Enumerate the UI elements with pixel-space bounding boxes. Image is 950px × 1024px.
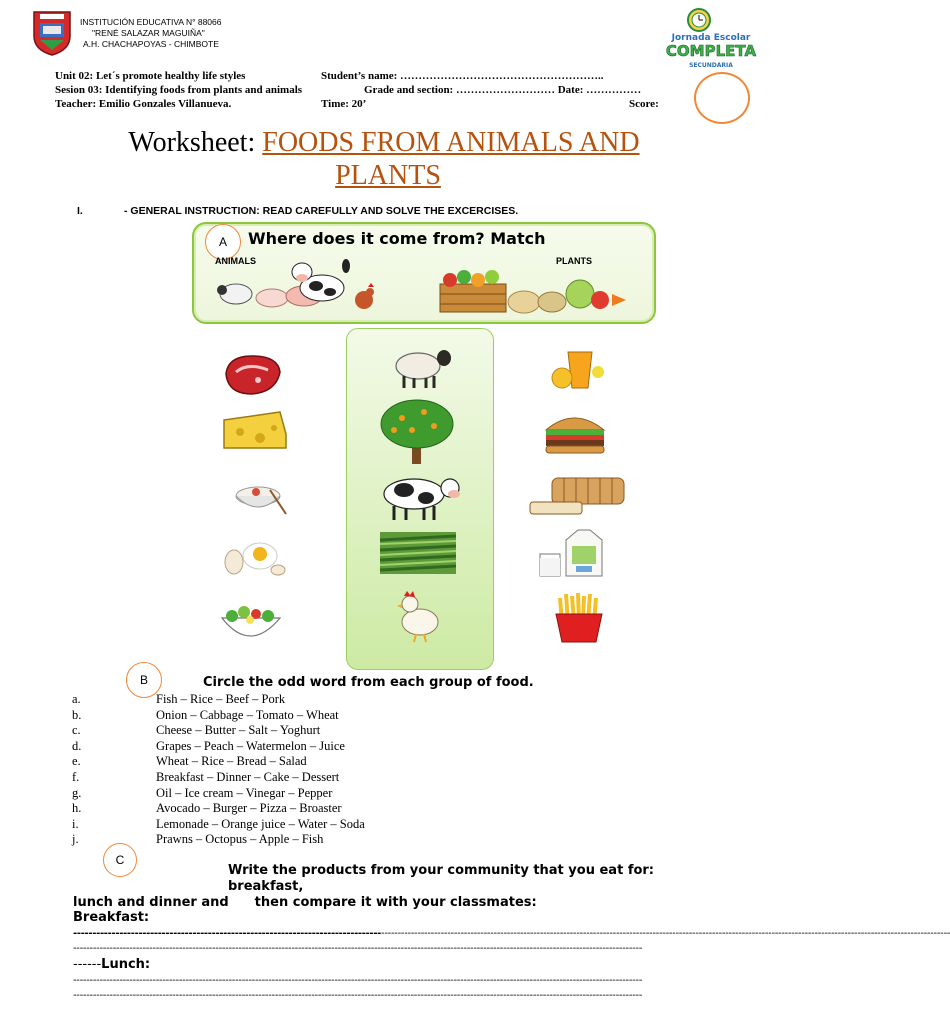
plants-label: PLANTS [556,256,592,266]
cheese-icon[interactable] [220,404,290,456]
title-accent-line-2: PLANTS [335,160,441,191]
rice-bowl-icon[interactable] [226,470,296,522]
lunch-label: ------Lunch: [73,957,151,972]
teacher-line: Teacher: Emilio Gonzales Villanueva. [55,98,232,110]
section-c-title: Write the products from your community that you eat for: breakfast, lunch and dinner and then compare it with your classmates: [73,863,655,910]
student-name-field[interactable]: Student’s name: ……………………………………………….. [321,70,604,82]
vegetables-crate-illustration [436,264,632,316]
breakfast-answer-line-2[interactable]: ---------------------------------------------------------------------------------------------------------------------------------------------------------------------------- [73,943,643,954]
farm-animals-illustration [212,252,382,318]
egg-icon[interactable] [220,532,290,584]
jornada-escolar-completa-logo [655,6,767,70]
section-b-marker: B [126,662,162,698]
school-line-1: INSTITUCIÓN EDUCATIVA N° 88066 [80,17,222,27]
school-line-2: "RENÉ SALAZAR MAGUIÑA" [92,28,205,38]
animals-label: ANIMALS [215,256,256,266]
school-crest-logo [32,10,72,56]
milk-icon[interactable] [536,526,606,578]
juice-icon[interactable] [542,342,612,394]
burger-icon[interactable] [540,406,610,458]
general-instruction: - GENERAL INSTRUCTION: READ CAREFULLY AND SOLVE THE EXCERCISES. [124,205,519,217]
grade-date-field[interactable]: Grade and section: ……………………… Date: …………… [364,84,642,96]
hen-icon[interactable] [396,590,446,644]
title-accent-line-1: FOODS FROM ANIMALS AND [262,127,640,158]
lunch-answer-line-2[interactable]: ---------------------------------------------------------------------------------------------------------------------------------------------------------------------------- [73,990,643,1001]
meat-icon[interactable] [218,348,288,400]
section-b-title: Circle the odd word from each group of food. [203,675,534,690]
section-c-marker: C [103,843,137,877]
score-circle[interactable] [694,72,750,124]
salad-icon[interactable] [216,598,286,650]
time-line: Time: 20’ [321,98,367,110]
title-prefix: Worksheet: [128,127,263,158]
worksheet-title [0,126,768,160]
crop-field-icon[interactable] [380,532,456,574]
session-line: Sesion 03: Identifying foods from plants and animals [55,84,303,96]
logo-sub-text: SECUNDARIA [689,62,733,69]
school-name-block [80,17,240,50]
unit-line: Unit 02: Let´s promote healthy life styles [55,70,246,82]
fries-icon[interactable] [544,590,614,642]
score-label: Score: [629,98,659,110]
school-line-3: A.H. CHACHAPOYAS - CHIMBOTE [83,39,219,49]
logo-banner-text: Jornada Escolar [671,33,751,43]
bread-icon[interactable] [528,472,628,518]
section-a-marker: A [205,224,241,260]
fruit-tree-icon[interactable] [372,396,462,466]
instruction-number: I. [77,205,83,217]
breakfast-answer-line-1[interactable]: ------------------------------------------------------------------------------------------------------------------------------------------------------------------------------------------------------------------------------------------------------------ [73,928,950,939]
sheep-icon[interactable] [386,342,456,394]
section-a-title: Where does it come from? Match [248,229,546,248]
breakfast-label: Breakfast: [73,910,150,925]
lunch-answer-line-1[interactable]: ---------------------------------------------------------------------------------------------------------------------------------------------------------------------------- [73,975,643,986]
logo-main-text: COMPLETA [665,42,757,60]
cow-icon[interactable] [374,470,464,524]
